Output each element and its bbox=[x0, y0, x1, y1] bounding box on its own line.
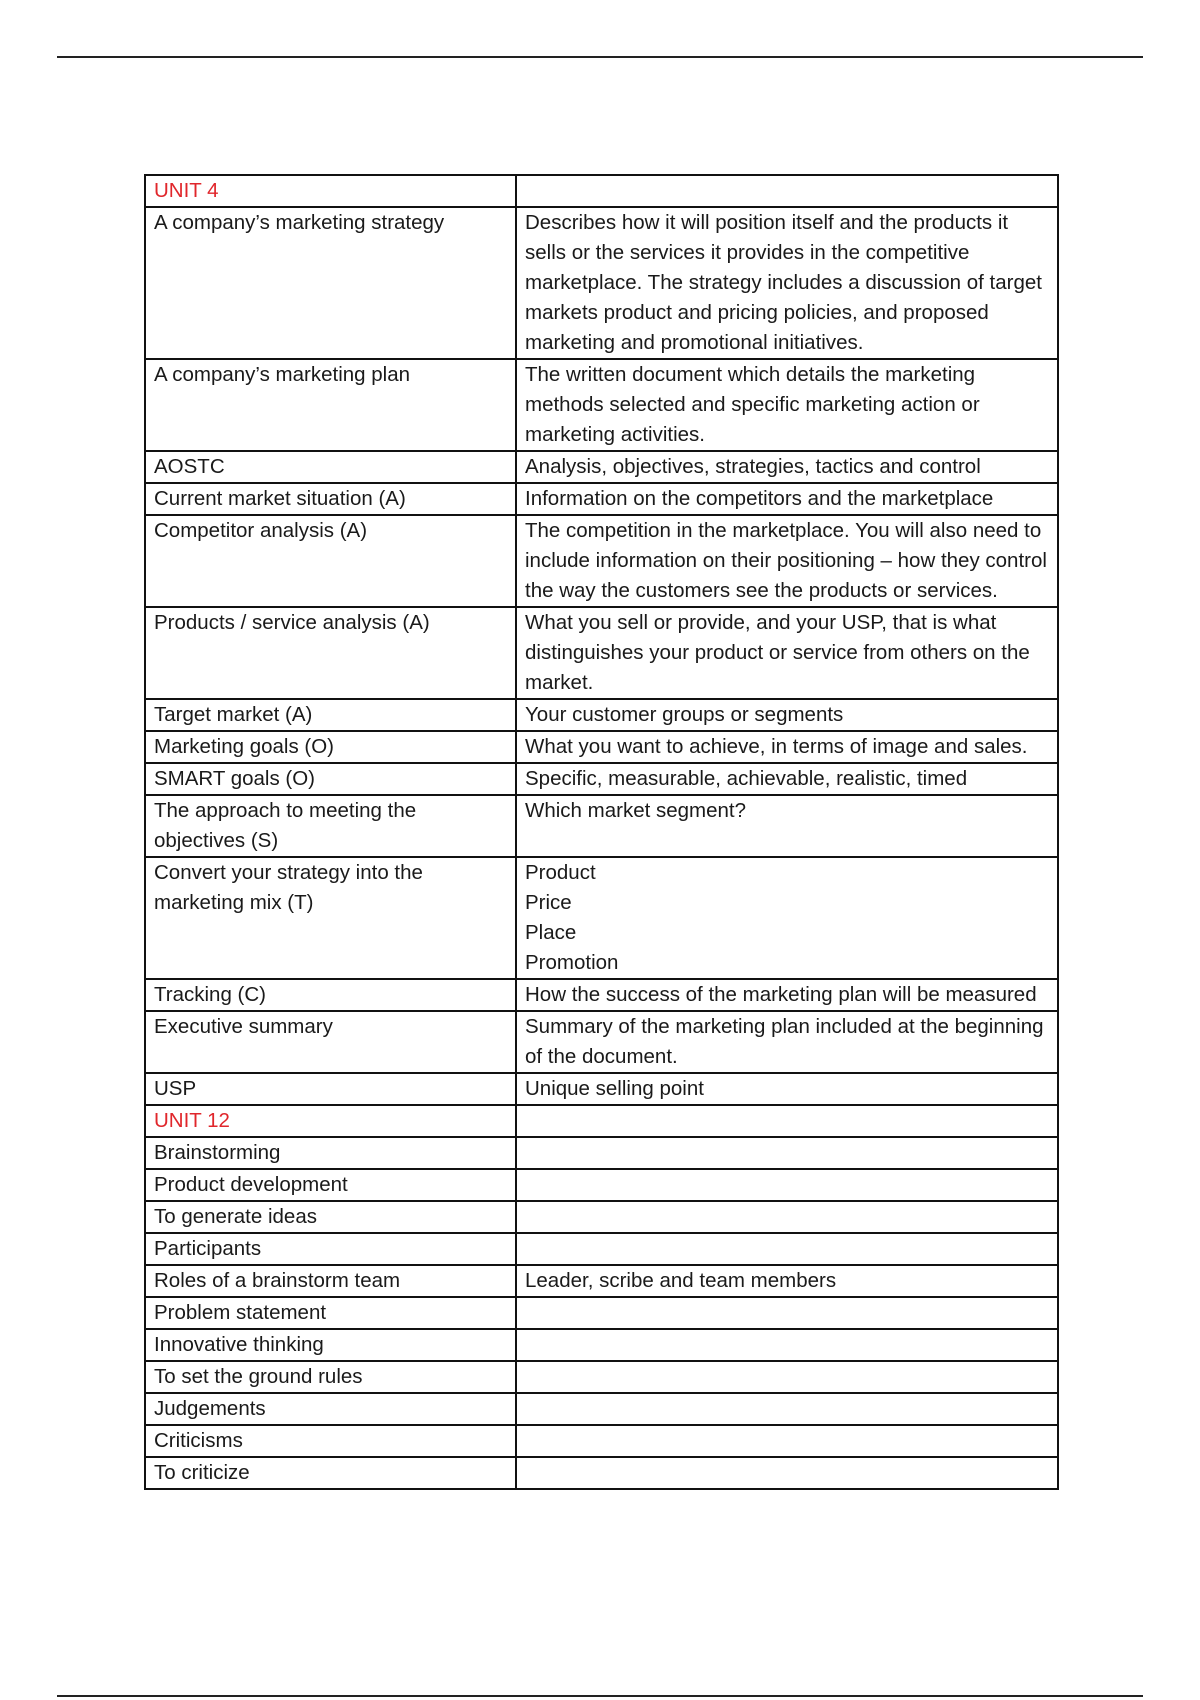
definition-text: Leader, scribe and team members bbox=[525, 1269, 837, 1292]
definition-line: Product bbox=[525, 861, 596, 884]
term-cell: Convert your strategy into the marketing mix (T) bbox=[145, 857, 516, 979]
definition-text: The competition in the marketplace. You will also need to include information on their positioning – how they control the way the customers see the products or services. bbox=[525, 519, 1047, 602]
term-cell: To generate ideas bbox=[145, 1201, 516, 1233]
table-row bbox=[145, 979, 1058, 1011]
term-cell: Problem statement bbox=[145, 1297, 516, 1329]
unit-heading: UNIT 12 bbox=[145, 1105, 516, 1137]
definition-cell bbox=[516, 1073, 1058, 1105]
definition-cell bbox=[516, 1169, 1058, 1201]
definition-cell bbox=[516, 795, 1058, 857]
definition-text: Your customer groups or segments bbox=[525, 703, 844, 726]
table-row bbox=[145, 1425, 1058, 1457]
term-cell: Criticisms bbox=[145, 1425, 516, 1457]
definition-cell bbox=[516, 1361, 1058, 1393]
term-cell: Roles of a brainstorm team bbox=[145, 1265, 516, 1297]
definition-cell bbox=[516, 763, 1058, 795]
definition-line: Price bbox=[525, 891, 572, 914]
term-cell: A company’s marketing strategy bbox=[145, 207, 516, 359]
table-row bbox=[145, 857, 1058, 979]
table-row bbox=[145, 1265, 1058, 1297]
definition-cell bbox=[516, 731, 1058, 763]
table-row bbox=[145, 607, 1058, 699]
definition-cell bbox=[516, 607, 1058, 699]
term-cell: Marketing goals (O) bbox=[145, 731, 516, 763]
definition-cell bbox=[516, 1011, 1058, 1073]
definition-text: Specific, measurable, achievable, realistic, timed bbox=[525, 767, 968, 790]
definition-text: How the success of the marketing plan will be measured bbox=[525, 983, 1037, 1006]
definition-cell bbox=[516, 1457, 1058, 1489]
definition-text: The written document which details the marketing methods selected and specific marketing action or marketing activities. bbox=[525, 363, 980, 446]
table-row bbox=[145, 207, 1058, 359]
definition-text: Information on the competitors and the marketplace bbox=[525, 487, 994, 510]
term-cell: To criticize bbox=[145, 1457, 516, 1489]
term-cell: Current market situation (A) bbox=[145, 483, 516, 515]
definition-text: Summary of the marketing plan included at the beginning of the document. bbox=[525, 1015, 1044, 1068]
table-row bbox=[145, 1361, 1058, 1393]
definition-text: Analysis, objectives, strategies, tactics and control bbox=[525, 455, 981, 478]
definition-cell bbox=[516, 1425, 1058, 1457]
definition-cell bbox=[516, 1201, 1058, 1233]
table-row bbox=[145, 515, 1058, 607]
definition-cell bbox=[516, 1105, 1058, 1137]
table-row bbox=[145, 1329, 1058, 1361]
definition-cell bbox=[516, 699, 1058, 731]
table-row bbox=[145, 1137, 1058, 1169]
term-cell: The approach to meeting the objectives (S) bbox=[145, 795, 516, 857]
definition-text: What you want to achieve, in terms of image and sales. bbox=[525, 735, 1028, 758]
definition-cell bbox=[516, 483, 1058, 515]
term-cell: Judgements bbox=[145, 1393, 516, 1425]
table-row bbox=[145, 1393, 1058, 1425]
unit-heading: UNIT 4 bbox=[145, 175, 516, 207]
term-cell: Participants bbox=[145, 1233, 516, 1265]
definition-cell bbox=[516, 207, 1058, 359]
term-cell: Target market (A) bbox=[145, 699, 516, 731]
term-cell: Products / service analysis (A) bbox=[145, 607, 516, 699]
table-row bbox=[145, 1233, 1058, 1265]
table-row bbox=[145, 1297, 1058, 1329]
definition-line: Place bbox=[525, 921, 577, 944]
definition-cell bbox=[516, 359, 1058, 451]
term-cell: Brainstorming bbox=[145, 1137, 516, 1169]
definition-text: Unique selling point bbox=[525, 1077, 704, 1100]
table-row bbox=[145, 1201, 1058, 1233]
definition-cell bbox=[516, 1137, 1058, 1169]
term-cell: Product development bbox=[145, 1169, 516, 1201]
term-cell: Competitor analysis (A) bbox=[145, 515, 516, 607]
header-rule bbox=[57, 56, 1143, 58]
term-cell: AOSTC bbox=[145, 451, 516, 483]
glossary-body bbox=[145, 175, 1058, 1489]
table-row bbox=[145, 1169, 1058, 1201]
table-row bbox=[145, 483, 1058, 515]
definition-line: Promotion bbox=[525, 951, 619, 974]
definition-cell bbox=[516, 979, 1058, 1011]
term-cell: USP bbox=[145, 1073, 516, 1105]
unit-heading-row bbox=[145, 175, 1058, 207]
definition-cell bbox=[516, 515, 1058, 607]
table-row bbox=[145, 1457, 1058, 1489]
table-row bbox=[145, 699, 1058, 731]
table-row bbox=[145, 1011, 1058, 1073]
term-cell: A company’s marketing plan bbox=[145, 359, 516, 451]
term-cell: To set the ground rules bbox=[145, 1361, 516, 1393]
footer-rule bbox=[57, 1695, 1143, 1697]
term-cell: SMART goals (O) bbox=[145, 763, 516, 795]
definition-cell bbox=[516, 1265, 1058, 1297]
term-cell: Executive summary bbox=[145, 1011, 516, 1073]
definition-cell bbox=[516, 175, 1058, 207]
table-row bbox=[145, 763, 1058, 795]
definition-cell bbox=[516, 1297, 1058, 1329]
definition-text: Which market segment? bbox=[525, 799, 747, 822]
definition-text: Describes how it will position itself and the products it sells or the services it provides in the competitive marketplace. The strategy includes a discussion of target markets product and pricing policies, and proposed marketing and promotional initiatives. bbox=[525, 211, 1042, 354]
unit-heading-row bbox=[145, 1105, 1058, 1137]
table-row bbox=[145, 1073, 1058, 1105]
definition-text: What you sell or provide, and your USP, that is what distinguishes your product or service from others on the market. bbox=[525, 611, 1030, 694]
table-row bbox=[145, 795, 1058, 857]
definition-cell bbox=[516, 1393, 1058, 1425]
table-row bbox=[145, 731, 1058, 763]
glossary-table bbox=[144, 174, 1059, 1490]
definition-cell bbox=[516, 1329, 1058, 1361]
term-cell: Tracking (C) bbox=[145, 979, 516, 1011]
definition-cell bbox=[516, 1233, 1058, 1265]
definition-cell bbox=[516, 451, 1058, 483]
table-row bbox=[145, 359, 1058, 451]
definition-cell bbox=[516, 857, 1058, 979]
table-row bbox=[145, 451, 1058, 483]
term-cell: Innovative thinking bbox=[145, 1329, 516, 1361]
